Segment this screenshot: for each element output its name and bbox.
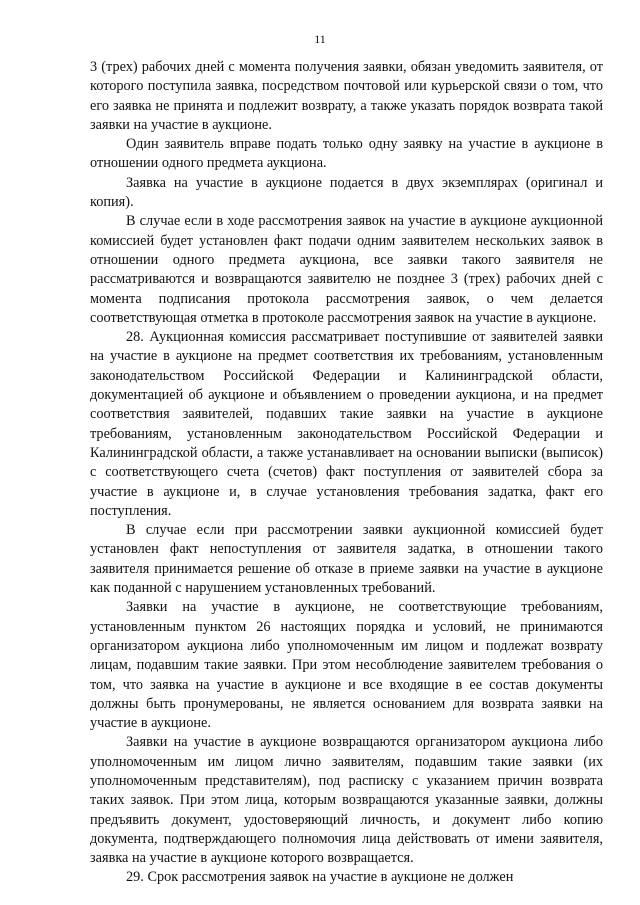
paragraph: Заявки на участие в аукционе возвращаются организатором аукциона либо уполномоченным им лицом лично заявителям, подавшим такие заявки (их уполномоченным представителям), под расписку с указанием причин возврата таких заявок. При этом лица, которым возвращаются указанные заявки, должны предъявить документ, удостоверяющий личность, и документ либо копию документа, подтверждающего полномочия лица действовать от имени заявителя, заявка на участие в аукционе которого возвращается.	[90, 734, 603, 867]
paragraph: Заявка на участие в аукционе подается в двух экземплярах (оригинал и копия).	[90, 174, 603, 211]
paragraph: Заявки на участие в аукционе, не соответствующие требованиям, установленным пунктом 26 настоящих порядка и условий, не принимаются организатором аукциона либо уполномоченным им лицом и подлежат возврату лицам, подавшим такие заявки. При этом несоблюдение заявителем требования о том, что заявка на участие в аукционе и все входящие в ее состав документы должны быть пронумерованы, не является основанием для возврата заявки на участие в аукционе.	[90, 599, 603, 732]
page-number: 11	[314, 32, 326, 46]
paragraph: Один заявитель вправе подать только одну заявку на участие в аукционе в отношении одного предмета аукциона.	[90, 136, 603, 172]
document-body	[90, 58, 603, 888]
paragraph: В случае если в ходе рассмотрения заявок на участие в аукционе аукционной комиссией будет установлен факт подачи одним заявителем нескольких заявок в отношении одного предмета аукциона, все заявки такого заявителя не рассматриваются и возвращаются заявителю не позднее 3 (трех) рабочих дней с момента подписания протокола рассмотрения заявок, о чем делается соответствующая отметка в протоколе рассмотрения заявок на участие в аукционе.	[90, 213, 603, 326]
paragraph: 29. Срок рассмотрения заявок на участие в аукционе не должен	[126, 869, 514, 886]
paragraph: 3 (трех) рабочих дней с момента получения заявки, обязан уведомить заявителя, от которого поступила заявка, посредством почтовой или курьерской связи о том, что его заявка не принята и подлежит возврату, а также указать порядок возврата такой заявки на участие в аукционе.	[90, 59, 603, 133]
paragraph: В случае если при рассмотрении заявки аукционной комиссией будет установлен факт непоступления от заявителя задатка, в отношении такого заявителя принимается решение об отказе в приеме заявки на участие в аукционе как поданной с нарушением установленных требований.	[90, 522, 603, 597]
paragraph: 28. Аукционная комиссия рассматривает поступившие от заявителей заявки на участие в аукционе на предмет соответствия их требованиям, установленным законодательством Российской Федерации и Калининградской области, документацией об аукционе и объявлением о проведении аукциона, и на предмет соответствия заявителей, подавших такие заявки на участие в аукционе требованиям, установленным законодательством Российской Федерации и Калининградской области, а также устанавливает на основании выписки (выписок) с соответствующего счета (счетов) факт поступления от заявителей сбора за участие в аукционе и, в случае установления требования задатка, факт его поступления.	[90, 329, 603, 519]
